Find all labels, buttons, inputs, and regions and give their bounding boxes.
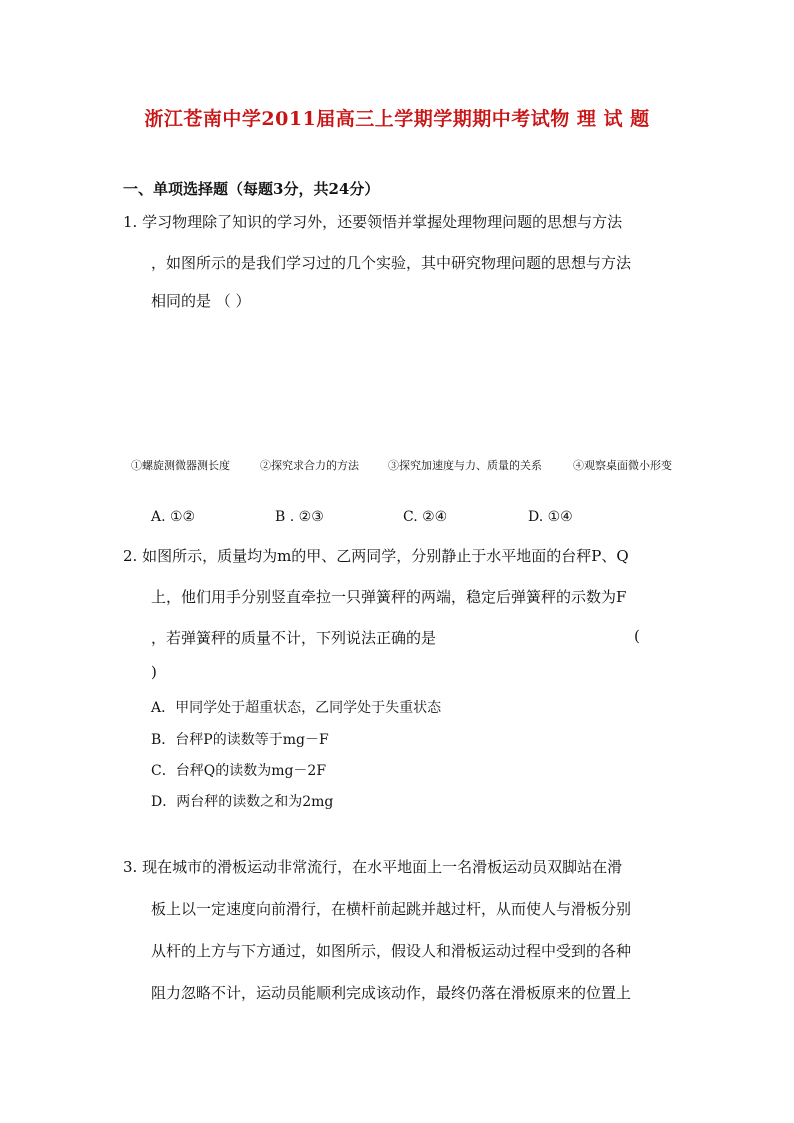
q1-line-2: ，如图所示的是我们学习过的几个实验，其中研究物理问题的思想与方法 xyxy=(151,254,632,272)
q1-line-1: 1. 学习物理除了知识的学习外，还要领悟并掌握处理物理问题的思想与方法 xyxy=(123,213,623,231)
page-title: 浙江苍南中学2011届高三上学期学期期中考试物 理 试 题 xyxy=(144,108,650,130)
q3-line-4: 阻力忽略不计，运动员能顺利完成该动作，最终仍落在滑板原来的位置上 xyxy=(151,984,632,1002)
q1-caption-4: ④观察桌面微小形变 xyxy=(573,459,672,472)
q2-option-d: D．两台秤的读数之和为2mg xyxy=(151,794,334,810)
q2-line-3: ，若弹簧秤的质量不计，下列说法正确的是 xyxy=(151,629,437,647)
q1-caption-1: ①螺旋测微器测长度 xyxy=(131,459,230,472)
q2-paren-open: ( xyxy=(634,627,640,645)
q3-line-2: 板上以一定速度向前滑行，在横杆前起跳并越过杆，从而使人与滑板分别 xyxy=(151,900,632,918)
q2-line-2: 上，他们用手分别竖直牵拉一只弹簧秤的两端，稳定后弹簧秤的示数为F xyxy=(151,588,627,606)
q2-line-1: 2. 如图所示，质量均为m的甲、乙两同学，分别静止于水平地面的台秤P、Q xyxy=(123,547,629,565)
q1-line-3: 相同的是 （ ） xyxy=(151,292,251,310)
q1-option-b: B . ②③ xyxy=(275,509,324,525)
q3-line-1: 3. 现在城市的滑板运动非常流行，在水平地面上一名滑板运动员双脚站在滑 xyxy=(123,858,623,876)
q2-option-b: B．台秤P的读数等于mg－F xyxy=(151,732,329,748)
q1-option-c: C. ②④ xyxy=(403,509,448,525)
q1-option-d: D. ①④ xyxy=(528,509,573,525)
q2-option-c: C．台秤Q的读数为mg－2F xyxy=(151,763,327,779)
q3-line-3: 从杆的上方与下方通过，如图所示，假设人和滑板运动过程中受到的各种 xyxy=(151,942,632,960)
section-heading: 一、单项选择题（每题3分，共24分） xyxy=(123,180,380,198)
q1-caption-2: ②探究求合力的方法 xyxy=(260,459,359,472)
q1-option-a: A. ①② xyxy=(151,509,196,525)
q1-caption-3: ③探究加速度与力、质量的关系 xyxy=(388,459,542,472)
q2-option-a: A．甲同学处于超重状态，乙同学处于失重状态 xyxy=(151,700,442,716)
q2-paren-close: ) xyxy=(151,663,157,681)
